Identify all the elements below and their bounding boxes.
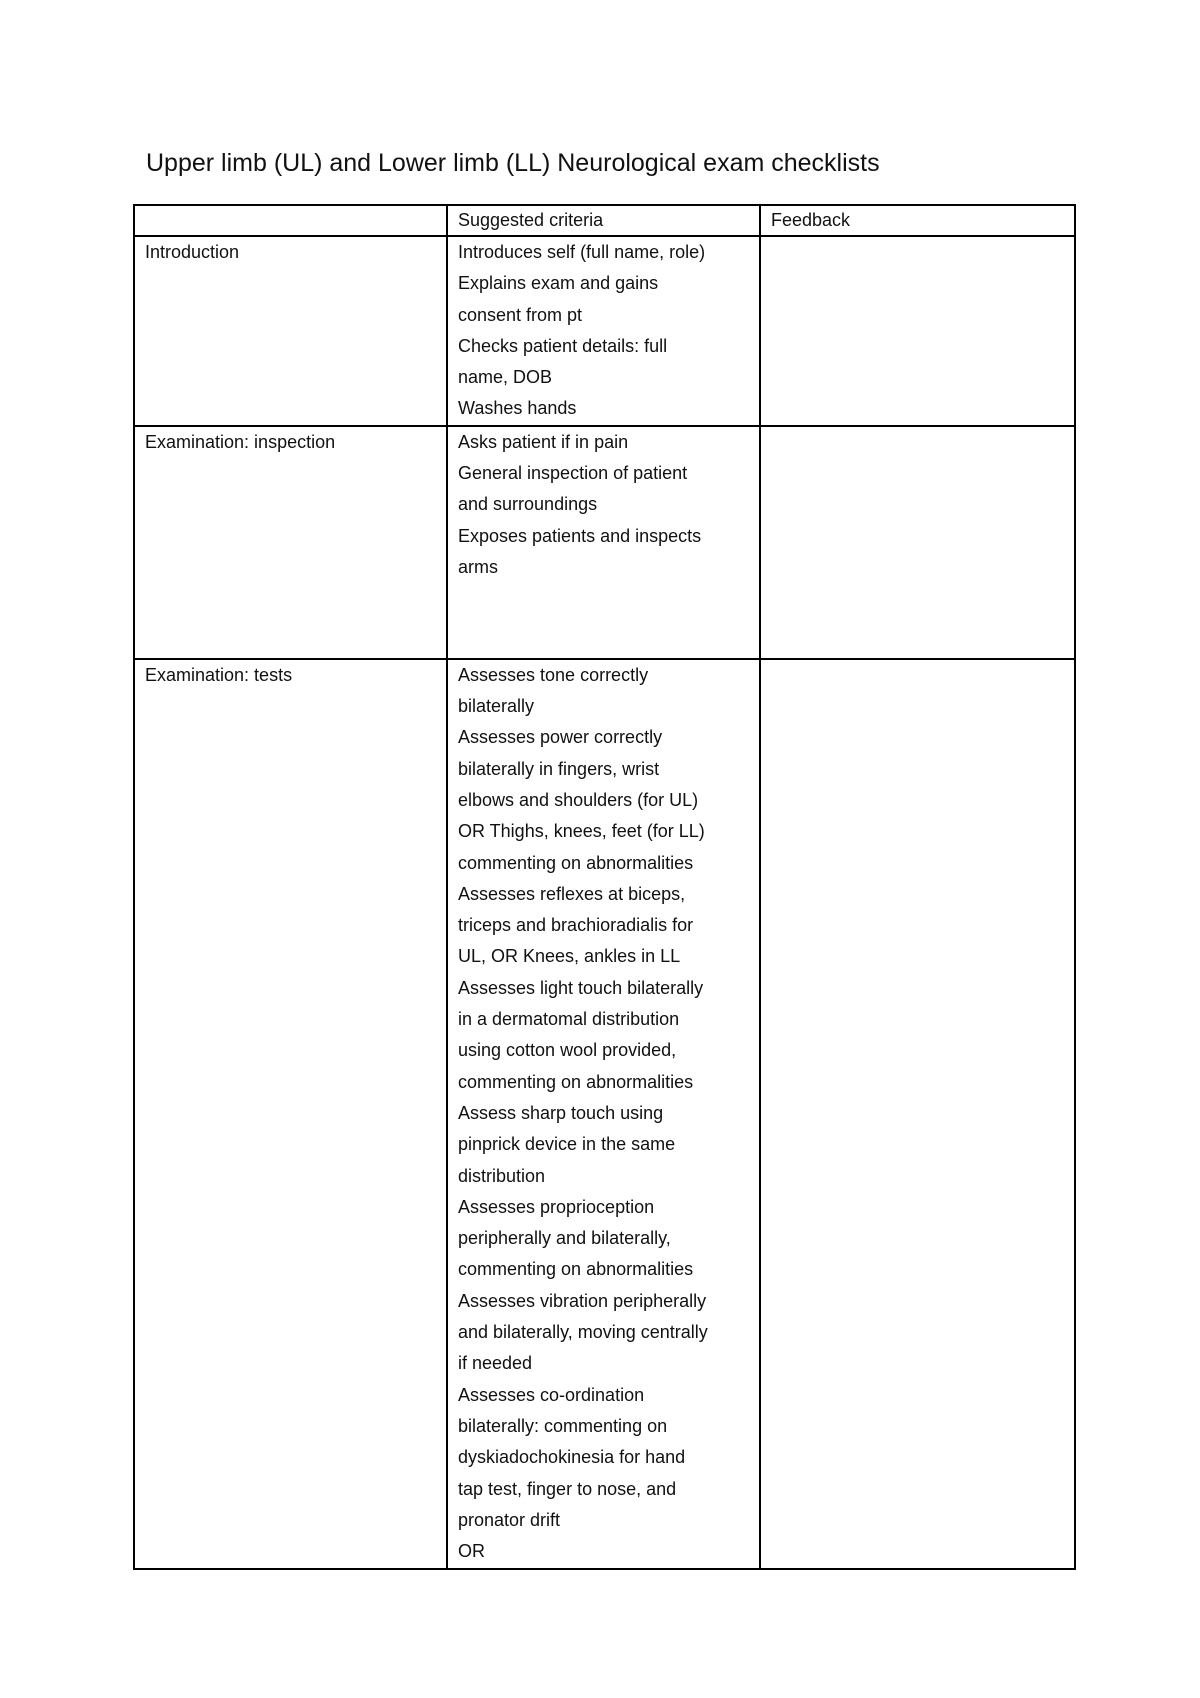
criteria-line: Introduces self (full name, role) (458, 242, 706, 262)
feedback-cell (760, 659, 1075, 1569)
criteria-line: Washes hands (458, 398, 577, 419)
criteria-line: Exposes patients and inspects (458, 525, 702, 546)
criteria-line: bilaterally (458, 696, 535, 717)
criteria-line: bilaterally in fingers, wrist (458, 758, 660, 779)
header-cell-section (134, 205, 447, 236)
criteria-line: Assesses reflexes at biceps, (458, 883, 686, 904)
criteria-line: OR (458, 1541, 485, 1562)
section-cell: Examination: tests (134, 659, 447, 1569)
section-cell: Introduction (134, 236, 447, 426)
criteria-line: Asks patient if in pain (458, 431, 629, 452)
criteria-line: pronator drift (458, 1509, 561, 1530)
criteria-line: UL, OR Knees, ankles in LL (458, 946, 681, 967)
criteria-cell (447, 659, 760, 1569)
header-cell-feedback: Feedback (760, 205, 1075, 236)
criteria-line: commenting on abnormalities (458, 1071, 694, 1092)
checklist-table (133, 204, 1076, 1570)
criteria-line: pinprick device in the same (458, 1134, 676, 1155)
criteria-line: and surroundings (458, 494, 598, 515)
table-header-row (134, 205, 1075, 236)
criteria-line: Assesses co-ordination (458, 1384, 645, 1405)
criteria-line: peripherally and bilaterally, (458, 1228, 671, 1249)
criteria-line: commenting on abnormalities (458, 1259, 694, 1280)
criteria-line: distribution (458, 1165, 546, 1186)
criteria-cell (447, 236, 760, 426)
table-row (134, 659, 1075, 1569)
criteria-line: if needed (458, 1353, 533, 1374)
criteria-line: OR Thighs, knees, feet (for LL) (458, 821, 705, 842)
criteria-line: triceps and brachioradialis for (458, 915, 694, 936)
table-row (134, 236, 1075, 426)
criteria-line: elbows and shoulders (for UL) (458, 789, 699, 810)
criteria-line: Checks patient details: full (458, 335, 668, 356)
criteria-line: dyskiadochokinesia for hand (458, 1447, 686, 1468)
feedback-cell (760, 426, 1075, 659)
criteria-line: General inspection of patient (458, 463, 688, 484)
criteria-line: and bilaterally, moving centrally (458, 1322, 708, 1343)
criteria-line: consent from pt (458, 304, 583, 325)
header-cell-criteria: Suggested criteria (447, 205, 760, 236)
criteria-cell (447, 426, 760, 659)
criteria-line: tap test, finger to nose, and (458, 1478, 677, 1499)
criteria-line: in a dermatomal distribution (458, 1009, 680, 1030)
criteria-line: Assesses proprioception (458, 1196, 655, 1217)
criteria-line: Assesses tone correctly (458, 664, 649, 685)
criteria-line: Explains exam and gains (458, 273, 659, 294)
criteria-line: commenting on abnormalities (458, 852, 694, 873)
page-title: Upper limb (UL) and Lower limb (LL) Neurological exam checklists (146, 149, 880, 177)
criteria-line: Assess sharp touch using (458, 1102, 664, 1123)
criteria-line: name, DOB (458, 367, 553, 388)
criteria-line: using cotton wool provided, (458, 1040, 677, 1061)
criteria-line: Assesses power correctly (458, 727, 663, 748)
feedback-cell (760, 236, 1075, 426)
criteria-line: arms (458, 556, 498, 577)
table-row (134, 426, 1075, 659)
criteria-line: Assesses light touch bilaterally (458, 977, 704, 998)
criteria-line: Assesses vibration peripherally (458, 1290, 707, 1311)
criteria-line: bilaterally: commenting on (458, 1415, 668, 1436)
section-cell: Examination: inspection (134, 426, 447, 659)
